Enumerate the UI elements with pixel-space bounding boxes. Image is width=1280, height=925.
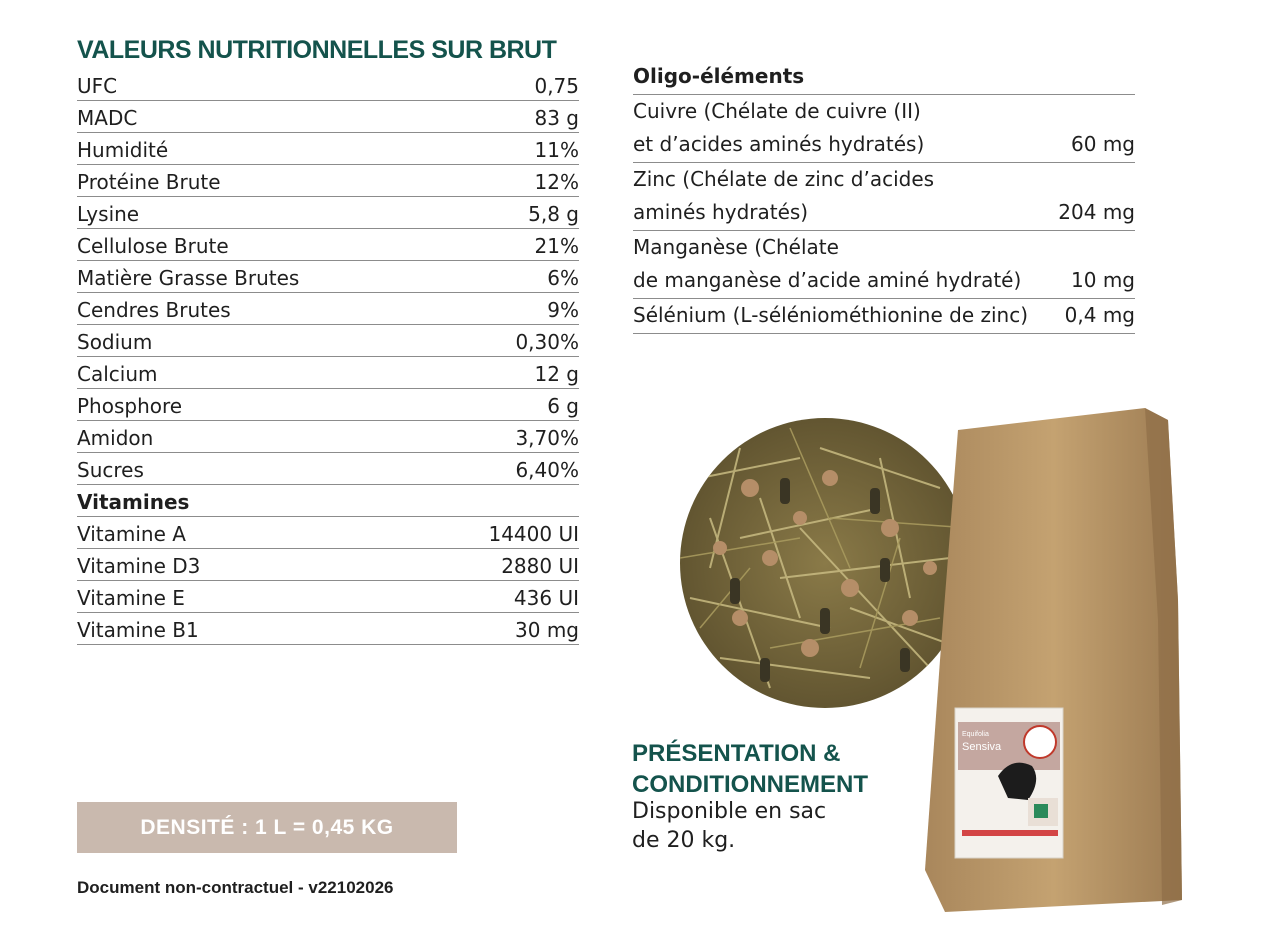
row-value: 83 g [534, 106, 579, 130]
row-value: 14400 UI [488, 522, 579, 546]
row-label: Vitamine E [77, 586, 185, 610]
row-value: 9% [547, 298, 579, 322]
table-row [77, 261, 579, 293]
row-label: Sélénium (L-séléniométhionine de zinc) [633, 303, 1029, 327]
presentation-title-line: PRÉSENTATION & [632, 740, 841, 767]
row-value: 5,8 g [528, 202, 579, 226]
row-value: 6,40% [515, 458, 579, 482]
table-row [77, 101, 579, 133]
row-label: Vitamine D3 [77, 554, 201, 578]
table-row [633, 231, 1135, 299]
row-label: Sodium [77, 330, 153, 354]
feed-bag-image [900, 400, 1200, 921]
row-label: UFC [77, 74, 118, 98]
table-row [77, 69, 579, 101]
table-row [633, 163, 1135, 231]
row-label: MADC [77, 106, 138, 130]
table-row [77, 517, 579, 549]
trace-elements-table [633, 65, 1135, 334]
row-label: Sucres [77, 458, 144, 482]
row-value: 436 UI [513, 586, 579, 610]
row-value: 10 mg [1071, 268, 1135, 292]
row-label: Cellulose Brute [77, 234, 229, 258]
row-label: Cendres Brutes [77, 298, 231, 322]
row-label: Lysine [77, 202, 140, 226]
row-value: 30 mg [515, 618, 579, 642]
table-row [77, 613, 579, 645]
table-row [77, 293, 579, 325]
bag-product: Sensiva [962, 741, 1002, 753]
table-row [77, 389, 579, 421]
row-label: Humidité [77, 138, 169, 162]
row-value: 12% [534, 170, 579, 194]
table-row [77, 453, 579, 485]
presentation-text [632, 797, 892, 855]
table-row [77, 133, 579, 165]
presentation-text-line: de 20 kg. [632, 828, 736, 853]
density-badge: DENSITÉ : 1 L = 0,45 KG [77, 802, 457, 853]
table-row [77, 421, 579, 453]
table-row [77, 357, 579, 389]
row-value: 0,30% [515, 330, 579, 354]
row-value: 6% [547, 266, 579, 290]
row-value: 12 g [534, 362, 579, 386]
row-value: 0,75 [534, 74, 579, 98]
table-row [77, 325, 579, 357]
row-label: Vitamine A [77, 522, 186, 546]
document-footer: Document non-contractuel - v22102026 [77, 878, 394, 897]
row-value: 60 mg [1071, 132, 1135, 156]
row-label: Matière Grasse Brutes [77, 266, 300, 290]
presentation-title-line: CONDITIONNEMENT [632, 771, 868, 798]
row-label: Zinc (Chélate de zinc d’acides aminés hydratés) [633, 167, 935, 224]
row-value: 11% [534, 138, 579, 162]
trace-elements-header [633, 65, 1135, 95]
table-row [77, 165, 579, 197]
row-label: Protéine Brute [77, 170, 221, 194]
row-label: Amidon [77, 426, 154, 450]
row-label: Calcium [77, 362, 158, 386]
row-value: 6 g [547, 394, 579, 418]
row-value: 2880 UI [501, 554, 579, 578]
row-value: 21% [534, 234, 579, 258]
section-label: Oligo-éléments [633, 64, 805, 88]
row-value: 204 mg [1058, 200, 1135, 224]
bag-brand: Equifolia [962, 731, 989, 738]
table-row [77, 197, 579, 229]
table-row [77, 549, 579, 581]
table-row [77, 581, 579, 613]
row-label: Vitamine B1 [77, 618, 199, 642]
table-row [633, 299, 1135, 334]
table-row [77, 229, 579, 261]
row-value: 0,4 mg [1064, 303, 1135, 327]
section-label: Vitamines [77, 490, 190, 514]
presentation-title [632, 738, 868, 800]
table-row [633, 95, 1135, 163]
row-label: Phosphore [77, 394, 183, 418]
row-label: Cuivre (Chélate de cuivre (II) et d’acides aminés hydratés) [633, 99, 925, 156]
row-label: Manganèse (Chélate de manganèse d’acide aminé hydraté) [633, 235, 1022, 292]
row-value: 3,70% [515, 426, 579, 450]
vitamins-header [77, 485, 579, 517]
presentation-text-line: Disponible en sac [632, 799, 827, 824]
nutrition-table [77, 69, 579, 645]
nutrition-title: VALEURS NUTRITIONNELLES SUR BRUT [77, 36, 557, 64]
